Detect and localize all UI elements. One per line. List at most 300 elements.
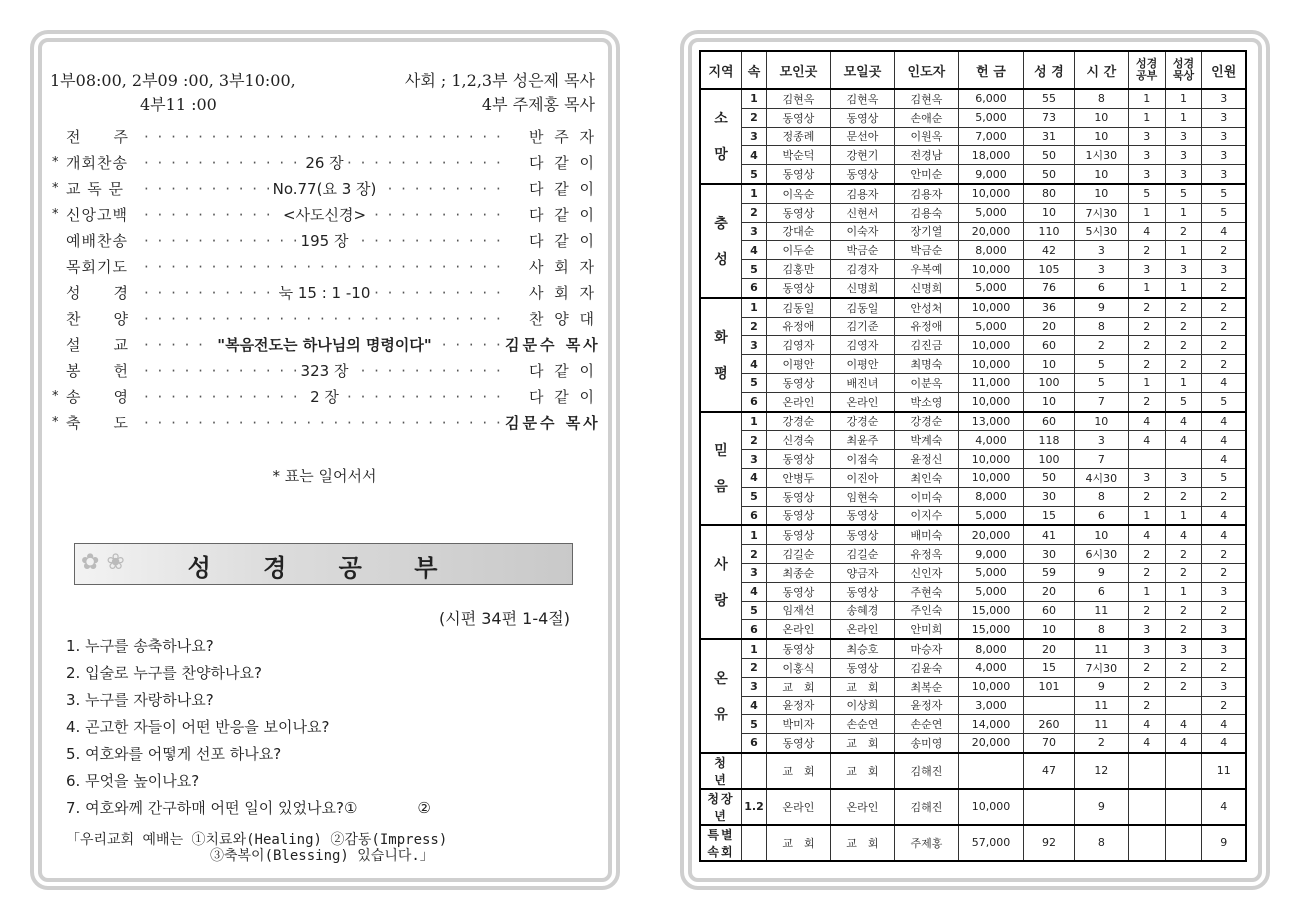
region-name: 믿 음 [700,412,742,526]
table-cell: 7시30 [1074,203,1128,222]
cell-number: 6 [742,506,767,525]
cell-number: 3 [742,563,767,582]
table-cell: 동영상 [767,506,831,525]
table-cell: 2 [1202,278,1246,297]
cell-number: 4 [742,468,767,487]
liturgy-row [52,280,597,306]
table-cell: 4 [1165,734,1202,753]
liturgy-item-title: 예배찬송 [66,232,128,250]
table-cell: 2 [1165,487,1202,506]
table-header-cell: 헌 금 [958,51,1023,89]
special-row [700,789,1246,825]
table-cell [1128,450,1165,469]
table-cell: 92 [1024,825,1075,861]
table-cell: 12 [1074,753,1128,789]
table-cell: 2 [1128,336,1165,355]
table-cell: 동영상 [830,525,894,544]
table-cell: 4 [1165,715,1202,734]
table-cell: 안미순 [894,165,958,184]
liturgy-row [52,150,597,176]
table-cell: 4 [1202,222,1246,241]
cell-number: 5 [742,487,767,506]
table-cell: 10 [1074,184,1128,203]
region-name: 온 유 [700,639,742,753]
table-cell: 온라인 [830,789,894,825]
table-row [700,563,1246,582]
table-row [700,545,1246,564]
cell-number: 1 [742,412,767,431]
liturgy-item-detail [144,228,505,254]
table-cell: 전경남 [894,146,958,165]
liturgy-row [52,202,597,228]
table-cell: 3 [1165,146,1202,165]
table-cell: 2 [1128,487,1165,506]
table-cell: 2 [1165,620,1202,639]
table-cell: 온라인 [830,620,894,639]
table-header-row [700,51,1246,89]
table-cell: 11 [1074,715,1128,734]
table-cell: 신인자 [894,563,958,582]
region-name: 충 성 [700,184,742,298]
table-cell: 10,000 [958,260,1023,279]
table-cell: 최승호 [830,639,894,658]
cell-number: 3 [742,677,767,696]
table-cell [958,753,1023,789]
table-cell: 3 [1128,468,1165,487]
liturgy-row [52,332,601,358]
table-cell: 3 [1165,165,1202,184]
table-cell: 10,000 [958,677,1023,696]
table-cell: 31 [1024,127,1075,146]
table-cell: 10 [1074,525,1128,544]
table-cell: 최명숙 [894,355,958,374]
table-cell: 2 [1202,317,1246,336]
table-cell: 박계숙 [894,431,958,450]
liturgy-item-leader: 김문수 목사 [505,336,601,354]
table-cell: 100 [1024,373,1075,392]
table-cell: 30 [1024,487,1075,506]
table-cell [1024,696,1075,715]
table-cell: 55 [1024,89,1075,108]
table-cell: 70 [1024,734,1075,753]
table-row [700,696,1246,715]
liturgy-item-detail-text: 195 장 [297,232,353,250]
table-row [700,582,1246,601]
table-cell: 2 [1128,241,1165,260]
table-row [700,146,1246,165]
table-row [700,506,1246,525]
study-question: 7. 여호와께 간구하매 어떤 일이 있었나요?① ② [66,799,431,817]
cell-number: 2 [742,203,767,222]
table-cell: 5,000 [958,203,1023,222]
table-row [700,715,1246,734]
table-cell: 1 [1165,203,1202,222]
table-cell: 3 [1202,127,1246,146]
cell-number: 5 [742,715,767,734]
cell-number: 4 [742,355,767,374]
table-cell: 이옥순 [767,184,831,203]
liturgy-item-title: 송 영 [66,388,129,406]
liturgy-row [52,306,597,332]
liturgy-leader-dots [144,150,505,176]
study-question: 2. 입술로 누구를 찬양하나요? [66,664,262,682]
table-cell: 배진녀 [830,373,894,392]
table-cell: 2 [1202,563,1246,582]
cell-number: 6 [742,620,767,639]
table-row [700,260,1246,279]
table-cell: 신명희 [894,278,958,297]
liturgy-item-detail [144,332,505,358]
table-cell: 3 [1128,165,1165,184]
table-cell: 60 [1024,412,1075,431]
worship-order [52,124,601,436]
liturgy-item-detail [144,202,505,228]
liturgy-item-title: 전 주 [66,128,129,146]
liturgy-standing-mark: * [52,181,59,196]
table-cell: 3 [1202,260,1246,279]
liturgy-row [52,384,597,410]
table-cell: 이홍식 [767,658,831,677]
liturgy-standing-mark [52,358,66,384]
liturgy-item-title: 봉 헌 [66,362,129,380]
table-cell: 2 [1128,355,1165,374]
liturgy-item-leader: 사 회 자 [528,258,597,276]
table-cell: 3 [1128,127,1165,146]
table-cell: 동영상 [767,639,831,658]
liturgy-standing-mark [52,280,66,306]
table-cell: 10,000 [958,298,1023,317]
liturgy-leader-dots [144,358,505,384]
table-row [700,203,1246,222]
liturgy-row [52,124,597,150]
table-cell: 1 [1128,108,1165,127]
table-cell: 최윤주 [830,431,894,450]
table-cell: 김기준 [830,317,894,336]
liturgy-item-detail [144,280,505,306]
table-cell: 3 [1165,468,1202,487]
table-cell: 김현옥 [830,89,894,108]
table-cell: 10,000 [958,355,1023,374]
table-cell: 박순덕 [767,146,831,165]
table-header-cell: 속 [742,51,767,89]
table-cell: 최종순 [767,563,831,582]
table-header-cell: 성경 공부 [1128,51,1165,89]
table-cell: 8 [1074,89,1128,108]
table-cell: 온라인 [830,392,894,411]
table-cell: 60 [1024,336,1075,355]
table-cell: 동영상 [767,165,831,184]
table-cell: 신현서 [830,203,894,222]
liturgy-leader-dots [144,384,505,410]
table-cell: 동영상 [767,734,831,753]
table-cell: 유정옥 [894,545,958,564]
liturgy-leader-dots [144,410,505,436]
table-cell: 5시30 [1074,222,1128,241]
table-cell: 7 [1074,450,1128,469]
table-cell: 3 [1165,127,1202,146]
table-cell: 260 [1024,715,1075,734]
table-cell: 3 [1128,639,1165,658]
table-cell: 윤정신 [894,450,958,469]
table-cell: 온라인 [767,620,831,639]
table-cell: 6 [1074,582,1128,601]
table-cell: 9 [1074,677,1128,696]
table-cell: 이미숙 [894,487,958,506]
table-cell: 손순연 [830,715,894,734]
table-cell: 13,000 [958,412,1023,431]
table-row [700,222,1246,241]
table-row [700,108,1246,127]
table-cell: 4 [1202,715,1246,734]
table-cell: 57,000 [958,825,1023,861]
cell-number: 6 [742,392,767,411]
table-cell: 최인숙 [894,468,958,487]
table-cell: 2 [1202,298,1246,317]
table-cell: 교 회 [830,677,894,696]
table-cell: 10 [1074,127,1128,146]
liturgy-item-detail [144,150,505,176]
liturgy-leader-dots [144,124,505,150]
table-cell: 9 [1074,563,1128,582]
table-cell: 3 [1074,241,1128,260]
table-cell: 교 회 [767,753,831,789]
study-questions [66,633,586,822]
liturgy-item-detail-text: 26 장 [301,154,347,172]
table-cell: 동영상 [767,203,831,222]
table-cell: 동영상 [767,525,831,544]
table-row [700,658,1246,677]
cell-number: 1 [742,184,767,203]
table-cell: 47 [1024,753,1075,789]
table-cell: 11 [1074,639,1128,658]
table-cell: 5 [1165,184,1202,203]
liturgy-leader-dots [144,306,505,332]
table-cell: 10 [1024,392,1075,411]
table-cell: 3 [1165,639,1202,658]
table-cell: 이지수 [894,506,958,525]
table-cell: 김진금 [894,336,958,355]
liturgy-standing-mark [52,306,66,332]
table-cell: 5 [1128,184,1165,203]
table-cell: 30 [1024,545,1075,564]
table-cell: 정종례 [767,127,831,146]
liturgy-row [52,176,597,202]
study-question: 3. 누구를 자랑하나요? [66,691,214,709]
table-cell: 임현숙 [830,487,894,506]
table-cell: 2 [1165,601,1202,620]
table-cell: 2 [1202,487,1246,506]
table-row [700,431,1246,450]
table-cell: 73 [1024,108,1075,127]
table-cell: 10 [1074,412,1128,431]
cell-number [742,753,767,789]
table-cell: 강경순 [894,412,958,431]
table-cell: 100 [1024,450,1075,469]
table-cell: 20 [1024,317,1075,336]
table-cell: 박금순 [830,241,894,260]
table-cell: 교 회 [830,825,894,861]
table-cell: 동영상 [830,108,894,127]
table-cell: 박소영 [894,392,958,411]
study-question: 5. 여호와를 어떻게 선포 하나요? [66,745,282,763]
cell-number: 2 [742,431,767,450]
table-cell: 송혜경 [830,601,894,620]
table-cell: 2 [1202,336,1246,355]
table-cell: 배미숙 [894,525,958,544]
table-cell: 2 [1128,677,1165,696]
table-cell: 2 [1165,336,1202,355]
cell-number: 1 [742,89,767,108]
table-row [700,639,1246,658]
cell-number: 5 [742,373,767,392]
table-cell: 이점숙 [830,450,894,469]
table-cell: 동영상 [830,506,894,525]
liturgy-item-title: 개회찬송 [66,154,128,172]
table-cell: 9 [1074,298,1128,317]
table-cell: 2 [1128,545,1165,564]
table-row [700,241,1246,260]
table-cell: 동영상 [767,487,831,506]
table-cell: 4 [1165,412,1202,431]
liturgy-standing-mark [52,332,66,358]
table-cell: 3 [1074,431,1128,450]
special-group-name: 청 년 [700,753,742,789]
table-cell: 3 [1202,582,1246,601]
table-cell: 9,000 [958,165,1023,184]
liturgy-standing-mark [52,228,66,254]
region-name: 소 망 [700,89,742,184]
table-row [700,355,1246,374]
liturgy-leader-dots [144,332,505,358]
liturgy-item-leader: 반 주 자 [528,128,597,146]
table-cell: 강경순 [830,412,894,431]
table-cell: 3 [1202,677,1246,696]
liturgy-row [52,358,597,384]
table-cell: 4시30 [1074,468,1128,487]
table-cell: 최복순 [894,677,958,696]
table-cell: 안미희 [894,620,958,639]
table-cell: 11 [1074,601,1128,620]
table-cell: 76 [1024,278,1075,297]
table-cell: 온라인 [767,392,831,411]
liturgy-item-title: 설 교 [66,336,129,354]
cell-number: 3 [742,222,767,241]
table-cell: 3 [1165,260,1202,279]
table-cell: 동영상 [767,373,831,392]
table-cell: 교 회 [830,753,894,789]
table-cell: 2 [1128,696,1165,715]
liturgy-item-title: 목회기도 [66,258,128,276]
table-cell: 110 [1024,222,1075,241]
table-cell: 박금순 [894,241,958,260]
table-cell: 2 [1165,298,1202,317]
table-cell [1128,753,1165,789]
table-cell: 4 [1202,525,1246,544]
table-cell: 이진아 [830,468,894,487]
table-cell: 8 [1074,620,1128,639]
table-cell: 10 [1074,108,1128,127]
table-row [700,373,1246,392]
table-cell: 11 [1074,696,1128,715]
table-cell: 유정애 [767,317,831,336]
table-cell: 2 [1202,545,1246,564]
table-cell: 20 [1024,639,1075,658]
table-row [700,184,1246,203]
table-header-cell: 시 간 [1074,51,1128,89]
table-cell: 김현옥 [894,89,958,108]
liturgy-item-leader: 다 같 이 [528,362,597,380]
table-cell: 50 [1024,165,1075,184]
table-cell: 101 [1024,677,1075,696]
table-cell: 유정애 [894,317,958,336]
motto-line-1: 「우리교회 예배는 ①치료와(Healing) ②감동(Impress) [66,832,448,848]
table-cell: 이평안 [767,355,831,374]
table-cell: 2 [1128,392,1165,411]
table-cell: 2 [1128,563,1165,582]
table-row [700,392,1246,411]
table-cell: 5,000 [958,278,1023,297]
table-cell: 6 [1074,278,1128,297]
table-cell: 주현숙 [894,582,958,601]
table-cell: 1 [1128,506,1165,525]
table-cell: 5 [1202,203,1246,222]
table-cell: 2 [1202,355,1246,374]
table-cell: 15 [1024,658,1075,677]
table-cell: 2 [1202,658,1246,677]
table-cell: 4 [1128,525,1165,544]
service-times-line2-right: 4부 주제홍 목사 [481,95,595,114]
table-cell: 이평안 [830,355,894,374]
table-cell: 50 [1024,468,1075,487]
table-cell: 7,000 [958,127,1023,146]
service-times-line2-left: 4부11 :00 [140,95,217,114]
cell-number: 4 [742,146,767,165]
flower-icon: ✿ ❀ [81,550,125,575]
table-header-cell: 성 경 [1024,51,1075,89]
liturgy-item-leader: 다 같 이 [528,232,597,250]
liturgy-item-title: 성 경 [66,284,129,302]
liturgy-leader-dots [144,176,505,202]
table-cell: 김길순 [830,545,894,564]
cell-number: 3 [742,127,767,146]
cell-number: 3 [742,336,767,355]
table-cell: 4 [1128,431,1165,450]
liturgy-item-detail-text: "복음전도는 하나님의 명령이다" [213,336,435,354]
table-header-cell: 인원 [1202,51,1246,89]
liturgy-item-detail-text: No.77(요 3 장) [269,180,381,198]
table-cell: 3 [1128,146,1165,165]
table-cell: 2 [1202,601,1246,620]
table-cell: 8 [1074,825,1128,861]
liturgy-item-leader: 찬 양 대 [528,310,597,328]
table-cell: 4 [1128,412,1165,431]
table-cell: 2 [1128,298,1165,317]
table-cell: 온라인 [767,789,831,825]
cell-number: 2 [742,317,767,336]
table-cell: 4 [1202,373,1246,392]
scripture-reference: (시편 34편 1-4절) [439,609,570,628]
table-cell: 안성처 [894,298,958,317]
table-row [700,336,1246,355]
liturgy-item-detail-text: 눅 15 : 1 -10 [275,284,375,302]
table-cell: 7 [1074,392,1128,411]
cell-number: 3 [742,450,767,469]
liturgy-item-leader: 다 같 이 [528,388,597,406]
table-cell: 4 [1128,715,1165,734]
table-cell: 20,000 [958,222,1023,241]
bible-study-title: 성 경 공 부 [187,554,460,582]
table-cell: 4 [1202,506,1246,525]
